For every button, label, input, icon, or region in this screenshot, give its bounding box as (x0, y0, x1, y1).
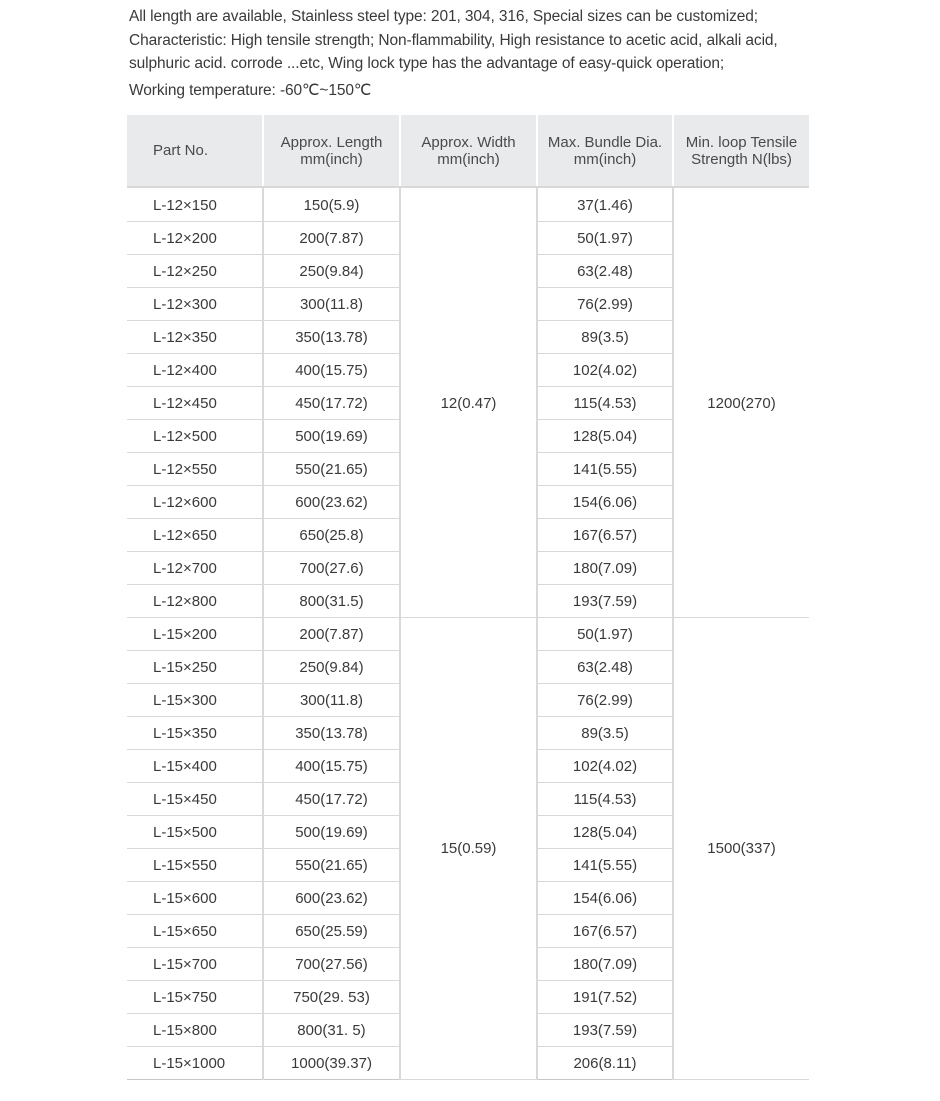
cell-length: 750(29. 53) (263, 981, 400, 1014)
cell-length: 700(27.56) (263, 948, 400, 981)
header-tensile: Min. loop Tensile Strength N(lbs) (673, 115, 809, 187)
table-row (127, 187, 809, 222)
cell-width: 15(0.59) (400, 618, 537, 1080)
table-body (127, 187, 809, 1080)
cell-length: 600(23.62) (263, 882, 400, 915)
cell-part-no: L-12×450 (127, 387, 263, 420)
cell-length: 400(15.75) (263, 750, 400, 783)
header-bundle-dia: Max. Bundle Dia. mm(inch) (537, 115, 673, 187)
cell-part-no: L-15×350 (127, 717, 263, 750)
cell-length: 450(17.72) (263, 387, 400, 420)
cell-part-no: L-12×400 (127, 354, 263, 387)
cell-part-no: L-15×800 (127, 1014, 263, 1047)
cell-bundle-dia: 50(1.97) (537, 222, 673, 255)
cell-part-no: L-15×550 (127, 849, 263, 882)
cell-part-no: L-12×700 (127, 552, 263, 585)
cell-part-no: L-15×400 (127, 750, 263, 783)
cell-length: 550(21.65) (263, 849, 400, 882)
cell-part-no: L-12×200 (127, 222, 263, 255)
cell-length: 600(23.62) (263, 486, 400, 519)
cell-length: 650(25.8) (263, 519, 400, 552)
cell-part-no: L-15×600 (127, 882, 263, 915)
cell-length: 150(5.9) (263, 187, 400, 222)
cell-length: 350(13.78) (263, 717, 400, 750)
cell-part-no: L-12×500 (127, 420, 263, 453)
cell-width: 12(0.47) (400, 187, 537, 618)
cell-bundle-dia: 37(1.46) (537, 187, 673, 222)
cell-bundle-dia: 154(6.06) (537, 486, 673, 519)
cell-bundle-dia: 141(5.55) (537, 453, 673, 486)
spec-table (127, 115, 809, 1080)
cell-length: 250(9.84) (263, 651, 400, 684)
intro-line-3: sulphuric acid. corrode ...etc, Wing lock type has the advantage of easy-quick operation; (129, 55, 725, 72)
cell-bundle-dia: 154(6.06) (537, 882, 673, 915)
cell-bundle-dia: 50(1.97) (537, 618, 673, 651)
cell-length: 450(17.72) (263, 783, 400, 816)
cell-bundle-dia: 63(2.48) (537, 255, 673, 288)
cell-bundle-dia: 89(3.5) (537, 321, 673, 354)
cell-bundle-dia: 102(4.02) (537, 354, 673, 387)
cell-length: 350(13.78) (263, 321, 400, 354)
cell-part-no: L-15×500 (127, 816, 263, 849)
cell-length: 700(27.6) (263, 552, 400, 585)
cell-part-no: L-12×600 (127, 486, 263, 519)
cell-length: 500(19.69) (263, 420, 400, 453)
cell-part-no: L-15×250 (127, 651, 263, 684)
cell-length: 800(31.5) (263, 585, 400, 618)
cell-length: 300(11.8) (263, 684, 400, 717)
cell-length: 550(21.65) (263, 453, 400, 486)
cell-part-no: L-12×650 (127, 519, 263, 552)
cell-length: 650(25.59) (263, 915, 400, 948)
cell-part-no: L-15×1000 (127, 1047, 263, 1080)
cell-bundle-dia: 180(7.09) (537, 948, 673, 981)
cell-part-no: L-15×750 (127, 981, 263, 1014)
cell-part-no: L-12×800 (127, 585, 263, 618)
cell-part-no: L-12×300 (127, 288, 263, 321)
intro-line-4: Working temperature: -60℃~150℃ (129, 81, 372, 99)
cell-part-no: L-12×350 (127, 321, 263, 354)
cell-bundle-dia: 141(5.55) (537, 849, 673, 882)
cell-part-no: L-12×150 (127, 187, 263, 222)
cell-bundle-dia: 115(4.53) (537, 387, 673, 420)
cell-part-no: L-15×300 (127, 684, 263, 717)
cell-length: 200(7.87) (263, 618, 400, 651)
cell-tensile: 1200(270) (673, 187, 809, 618)
header-width: Approx. Width mm(inch) (400, 115, 537, 187)
table-row (127, 618, 809, 651)
cell-part-no: L-12×550 (127, 453, 263, 486)
cell-length: 200(7.87) (263, 222, 400, 255)
cell-part-no: L-15×700 (127, 948, 263, 981)
table-header-row (127, 115, 809, 187)
cell-part-no: L-15×450 (127, 783, 263, 816)
cell-length: 250(9.84) (263, 255, 400, 288)
intro-text (129, 5, 929, 102)
cell-length: 800(31. 5) (263, 1014, 400, 1047)
cell-bundle-dia: 102(4.02) (537, 750, 673, 783)
cell-bundle-dia: 167(6.57) (537, 519, 673, 552)
header-length: Approx. Length mm(inch) (263, 115, 400, 187)
cell-bundle-dia: 191(7.52) (537, 981, 673, 1014)
header-part-no: Part No. (127, 115, 263, 187)
cell-bundle-dia: 76(2.99) (537, 684, 673, 717)
cell-length: 500(19.69) (263, 816, 400, 849)
cell-bundle-dia: 89(3.5) (537, 717, 673, 750)
cell-bundle-dia: 128(5.04) (537, 816, 673, 849)
cell-bundle-dia: 115(4.53) (537, 783, 673, 816)
cell-bundle-dia: 76(2.99) (537, 288, 673, 321)
cell-length: 400(15.75) (263, 354, 400, 387)
intro-line-1: All length are available, Stainless steel type: 201, 304, 316, Special sizes can be customized; (129, 8, 758, 25)
cell-tensile: 1500(337) (673, 618, 809, 1080)
cell-bundle-dia: 206(8.11) (537, 1047, 673, 1080)
cell-part-no: L-15×200 (127, 618, 263, 651)
cell-bundle-dia: 180(7.09) (537, 552, 673, 585)
cell-length: 1000(39.37) (263, 1047, 400, 1080)
cell-length: 300(11.8) (263, 288, 400, 321)
cell-part-no: L-15×650 (127, 915, 263, 948)
cell-bundle-dia: 63(2.48) (537, 651, 673, 684)
cell-bundle-dia: 128(5.04) (537, 420, 673, 453)
cell-bundle-dia: 193(7.59) (537, 585, 673, 618)
cell-part-no: L-12×250 (127, 255, 263, 288)
cell-bundle-dia: 167(6.57) (537, 915, 673, 948)
intro-line-2: Characteristic: High tensile strength; Non-flammability, High resistance to acetic acid, alkali acid, (129, 31, 778, 49)
cell-bundle-dia: 193(7.59) (537, 1014, 673, 1047)
